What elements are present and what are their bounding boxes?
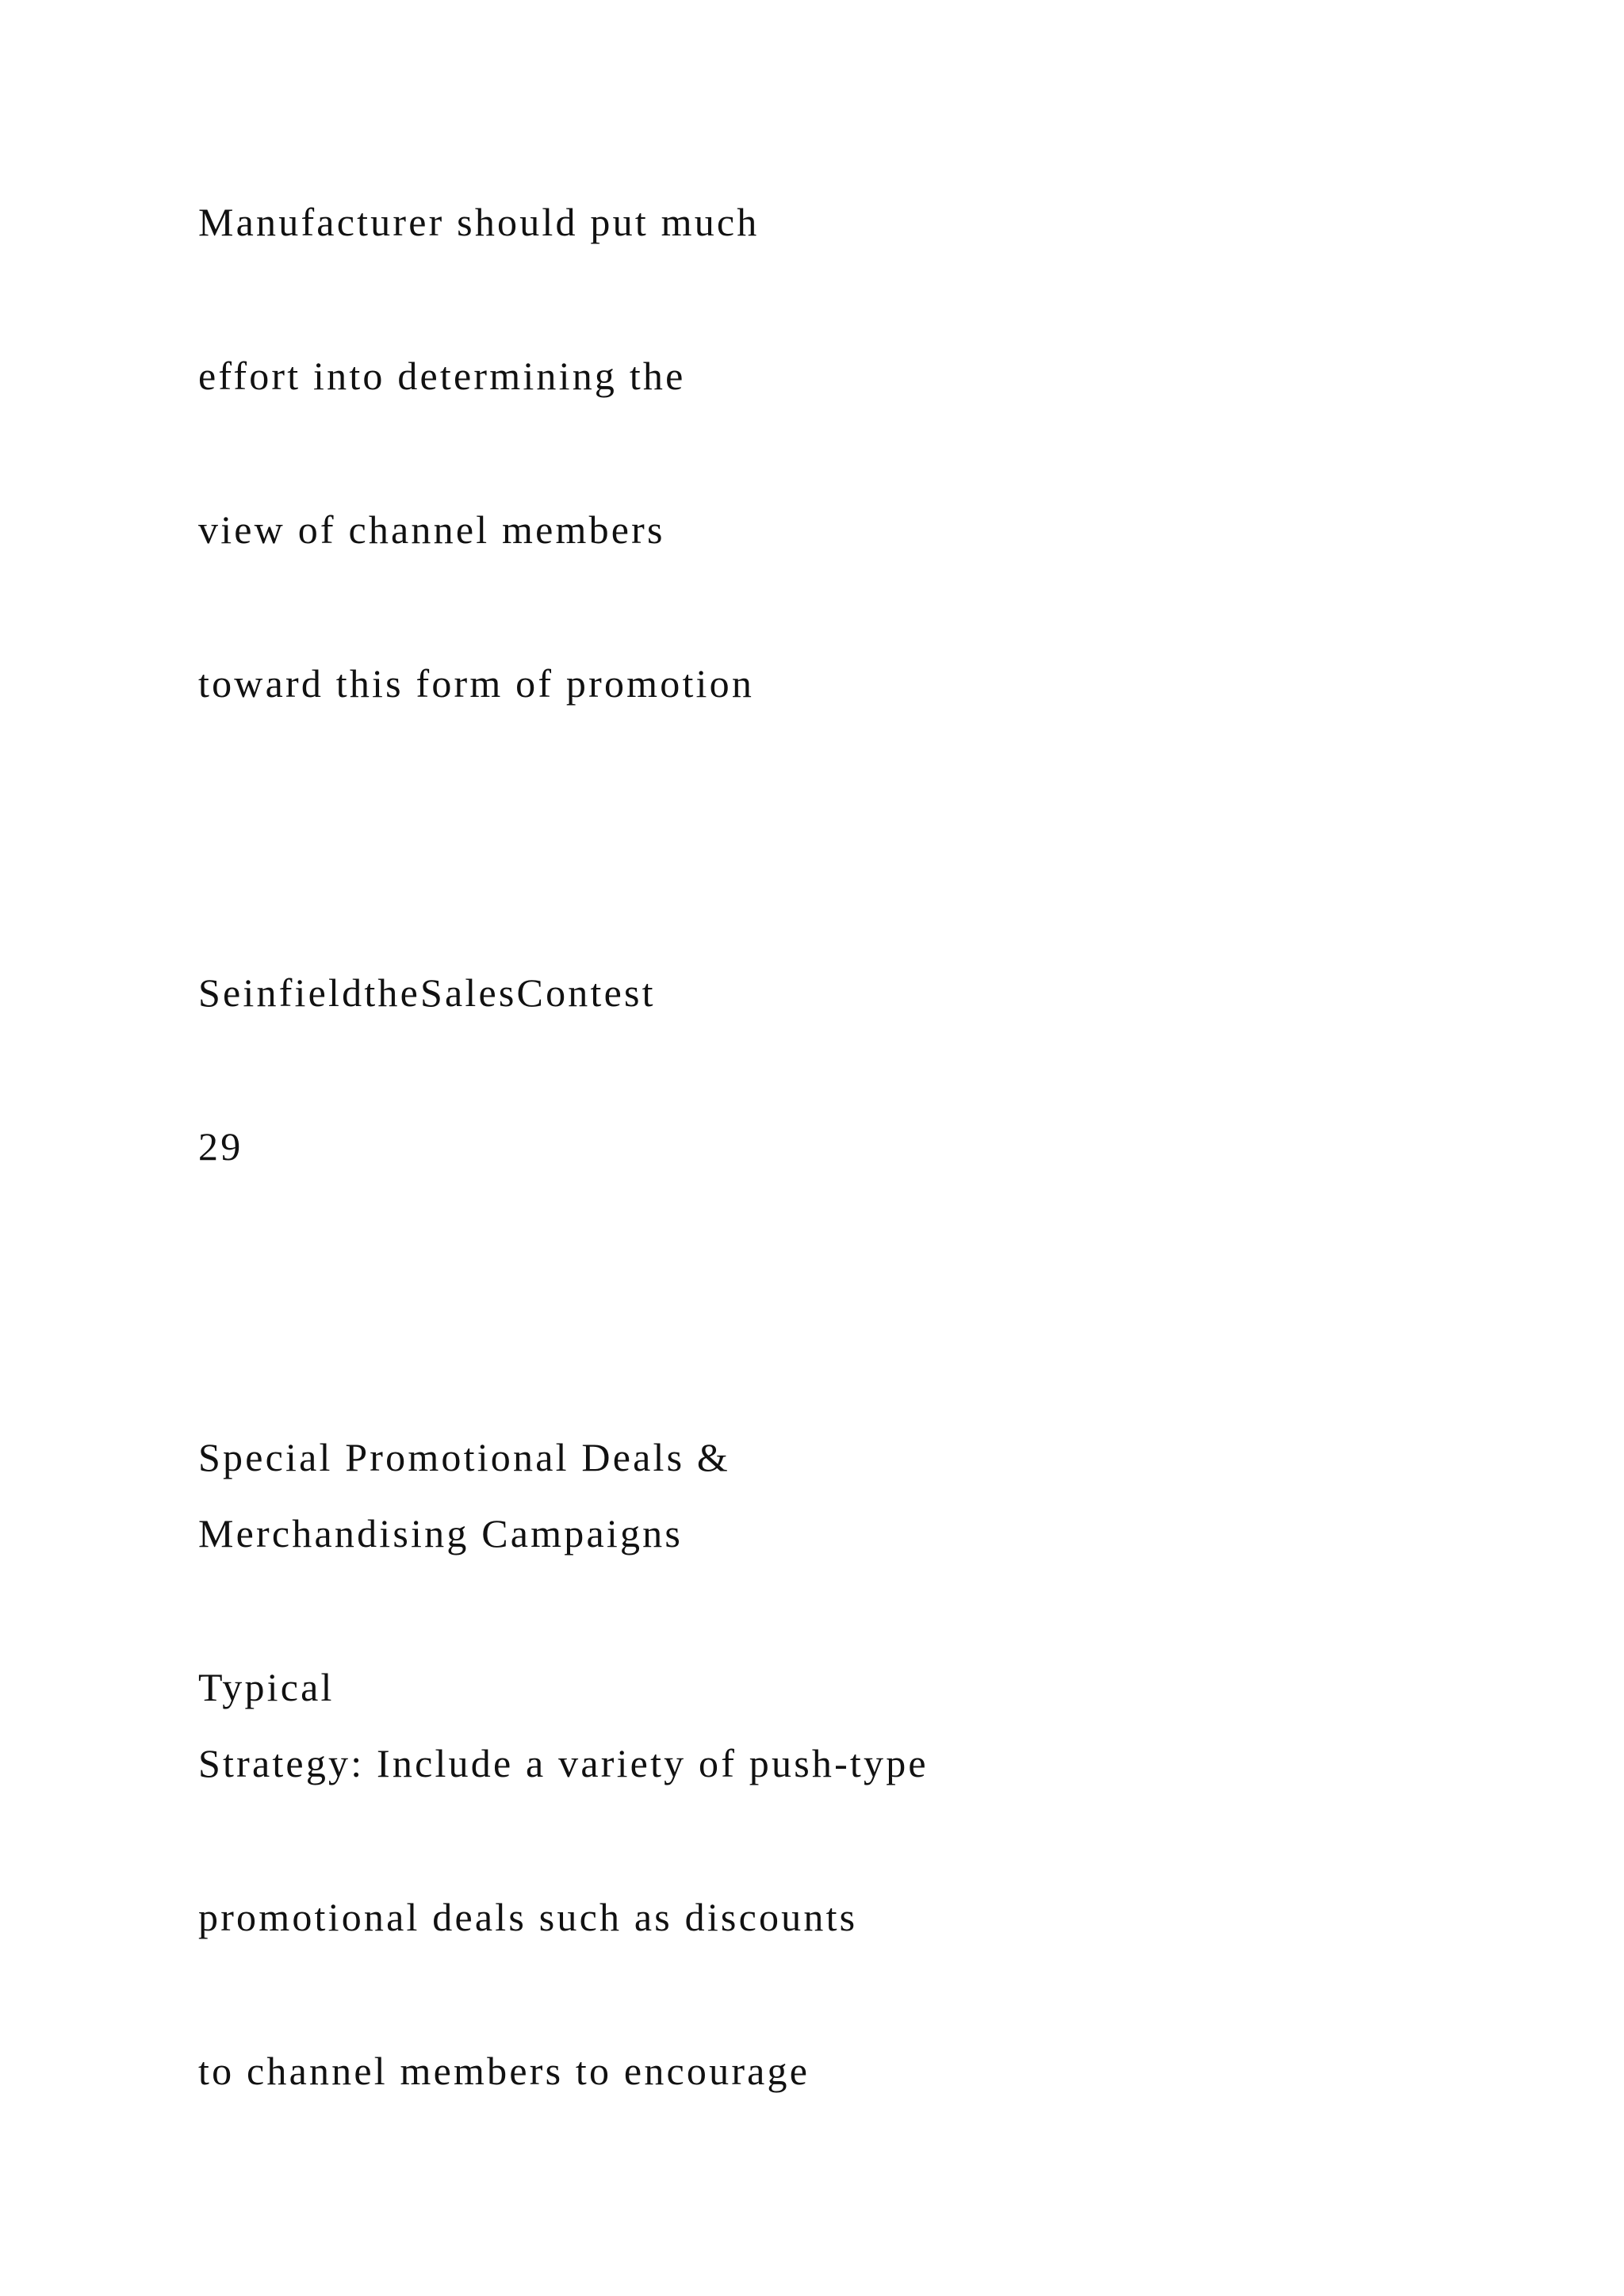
section-title-line: Special Promotional Deals &	[198, 1435, 731, 1479]
body-text-line: Strategy: Include a variety of push-type	[198, 1741, 929, 1785]
body-text-line: promotional deals such as discounts	[198, 1895, 858, 1939]
section-title-line: Merchandising Campaigns	[198, 1511, 684, 1556]
body-text-line: Manufacturer should put much	[198, 200, 760, 244]
slide-footer-text: SeinfieldtheSalesContest	[198, 970, 656, 1015]
body-text-line: view of channel members	[198, 507, 665, 552]
slide-number: 29	[198, 1124, 243, 1169]
body-text-line: to channel members to encourage	[198, 2049, 810, 2093]
body-text-line: effort into determining the	[198, 354, 686, 398]
body-text-line: toward this form of promotion	[198, 661, 755, 706]
body-text-line: Typical	[198, 1665, 335, 1709]
